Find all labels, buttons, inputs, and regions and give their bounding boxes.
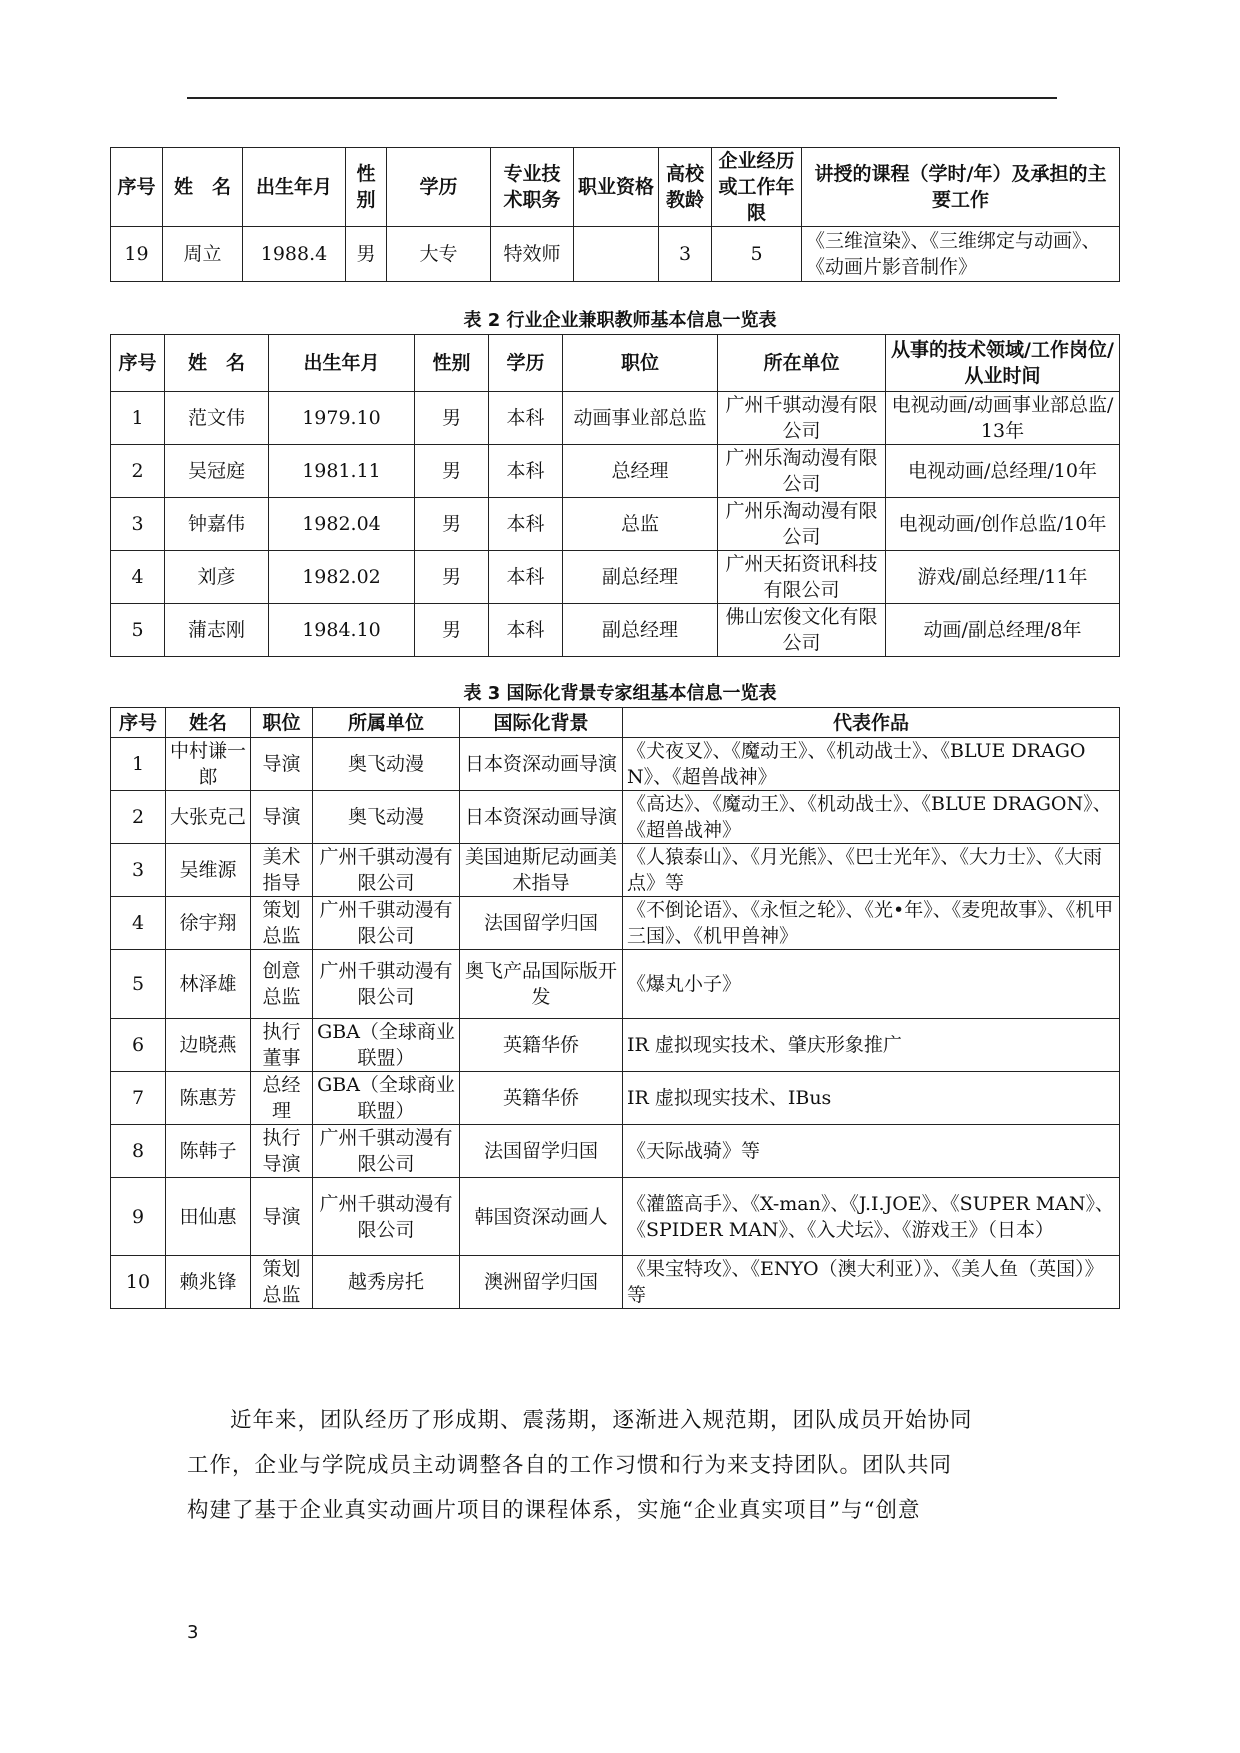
body-paragraph (187, 1398, 1057, 1533)
table-cell: 本科 (489, 551, 563, 604)
table-cell: 本科 (489, 392, 563, 445)
table-international-experts (110, 707, 1120, 1309)
column-header: 职位 (563, 335, 718, 392)
table-cell: 《果宝特攻》、《ENYO（澳大利亚）》、《美人鱼（英国）》等 (623, 1256, 1120, 1309)
table-cell: 韩国资深动画人 (460, 1178, 623, 1256)
table-full-time-teachers (110, 147, 1120, 282)
table3-caption: 表 3 国际化背景专家组基本信息一览表 (463, 683, 777, 704)
table-cell: 蒲志刚 (165, 604, 269, 657)
table-cell: 吴维源 (166, 844, 251, 897)
table-cell: 刘彦 (165, 551, 269, 604)
paragraph-line: 近年来，团队经历了形成期、震荡期，逐渐进入规范期，团队成员开始协同 (230, 1408, 973, 1433)
table-cell: 3 (111, 844, 166, 897)
table-cell: 法国留学归国 (460, 1125, 623, 1178)
table-cell: 导演 (251, 791, 313, 844)
column-header: 姓 名 (163, 148, 243, 227)
column-header: 职业资格 (574, 148, 659, 227)
table-cell: 总经理 (251, 1072, 313, 1125)
column-header: 高校教龄 (659, 148, 712, 227)
column-header: 序号 (111, 148, 163, 227)
header-rule (187, 97, 1057, 99)
table-cell: 电视动画/动画事业部总监/13年 (886, 392, 1120, 445)
table-cell: 副总经理 (563, 551, 718, 604)
table2-caption: 表 2 行业企业兼职教师基本信息一览表 (463, 310, 777, 331)
table-cell: 动画事业部总监 (563, 392, 718, 445)
table-cell: 1988.4 (243, 227, 346, 282)
table-cell: 动画/副总经理/8年 (886, 604, 1120, 657)
table-cell: 1 (111, 392, 165, 445)
table-cell: 英籍华侨 (460, 1019, 623, 1072)
table-row (111, 1256, 1120, 1309)
table-row (111, 1072, 1120, 1125)
column-header: 出生年月 (269, 335, 415, 392)
table-cell: 广州天拓资讯科技有限公司 (718, 551, 886, 604)
table-cell: 美国迪斯尼动画美术指导 (460, 844, 623, 897)
table-row (111, 1019, 1120, 1072)
table-cell: 2 (111, 445, 165, 498)
table-cell: 创意总监 (251, 950, 313, 1019)
table-cell: 《人猿泰山》、《月光熊》、《巴士光年》、《大力士》、《大雨点》等 (623, 844, 1120, 897)
table-cell: 男 (415, 551, 489, 604)
table-row (111, 551, 1120, 604)
column-header: 序号 (111, 708, 166, 738)
table-cell: 《灌篮高手》、《X-man》、《J.I.JOE》、《SUPER MAN》、《SPIDER MAN》、《入犬坛》、《游戏王》（日本） (623, 1178, 1120, 1256)
table-cell: 广州千骐动漫有限公司 (718, 392, 886, 445)
table-cell: 广州千骐动漫有限公司 (313, 950, 460, 1019)
table-cell: 周立 (163, 227, 243, 282)
column-header: 学历 (489, 335, 563, 392)
table-row (111, 392, 1120, 445)
table-cell: 男 (415, 604, 489, 657)
table-cell: 本科 (489, 498, 563, 551)
table-cell: 佛山宏俊文化有限公司 (718, 604, 886, 657)
table-cell: 本科 (489, 445, 563, 498)
table-cell: 本科 (489, 604, 563, 657)
table-cell: 越秀房托 (313, 1256, 460, 1309)
table-cell: IR 虚拟现实技术、IBus (623, 1072, 1120, 1125)
table-cell: 广州乐淘动漫有限公司 (718, 498, 886, 551)
table-cell: 19 (111, 227, 163, 282)
table-cell: 吴冠庭 (165, 445, 269, 498)
table-part-time-teachers (110, 334, 1120, 657)
table-cell: 日本资深动画导演 (460, 738, 623, 791)
table-row (111, 950, 1120, 1019)
column-header: 姓 名 (165, 335, 269, 392)
column-header: 性别 (415, 335, 489, 392)
column-header: 所属单位 (313, 708, 460, 738)
table-cell: 陈韩子 (166, 1125, 251, 1178)
table-cell: 5 (712, 227, 802, 282)
table-cell: 林泽雄 (166, 950, 251, 1019)
table-row (111, 604, 1120, 657)
table-row (111, 1125, 1120, 1178)
table-cell: 男 (415, 392, 489, 445)
table-row (111, 1178, 1120, 1256)
table-cell: 执行导演 (251, 1125, 313, 1178)
table-cell: 总经理 (563, 445, 718, 498)
table-cell: 1979.10 (269, 392, 415, 445)
table-cell: 广州千骐动漫有限公司 (313, 897, 460, 950)
table-cell: 奥飞动漫 (313, 791, 460, 844)
table-cell: 《爆丸小子》 (623, 950, 1120, 1019)
table-cell: 男 (415, 445, 489, 498)
paragraph-line: 工作，企业与学院成员主动调整各自的工作习惯和行为来支持团队。团队共同 (187, 1453, 953, 1478)
table-cell: 田仙惠 (166, 1178, 251, 1256)
table-cell: 4 (111, 551, 165, 604)
table-cell: 赖兆锋 (166, 1256, 251, 1309)
table-cell: GBA（全球商业联盟） (313, 1072, 460, 1125)
table-cell: 《不倒论语》、《永恒之轮》、《光•年》、《麦兜故事》、《机甲三国》、《机甲兽神》 (623, 897, 1120, 950)
table-cell: 1981.11 (269, 445, 415, 498)
page-number: 3 (187, 1622, 199, 1643)
table-cell: 男 (346, 227, 387, 282)
table-cell: 3 (659, 227, 712, 282)
table-cell: 8 (111, 1125, 166, 1178)
table-row (111, 897, 1120, 950)
table-cell: 广州乐淘动漫有限公司 (718, 445, 886, 498)
table-cell: 6 (111, 1019, 166, 1072)
table-cell: 导演 (251, 1178, 313, 1256)
table-cell: 3 (111, 498, 165, 551)
table-row (111, 738, 1120, 791)
paragraph-line: 构建了基于企业真实动画片项目的课程体系，实施“企业真实项目”与“创意 (187, 1498, 921, 1523)
table-cell: 电视动画/创作总监/10年 (886, 498, 1120, 551)
table-row (111, 227, 1120, 282)
column-header: 所在单位 (718, 335, 886, 392)
table-cell: 陈惠芳 (166, 1072, 251, 1125)
table-row (111, 791, 1120, 844)
table-cell: 澳洲留学归国 (460, 1256, 623, 1309)
table-cell: 2 (111, 791, 166, 844)
table-cell: 广州千骐动漫有限公司 (313, 1178, 460, 1256)
table-cell: 5 (111, 950, 166, 1019)
table-cell: 特效师 (491, 227, 574, 282)
table-cell: 《犬夜叉》、《魔动王》、《机动战士》、《BLUE DRAGON》、《超兽战神》 (623, 738, 1120, 791)
column-header: 从事的技术领域/工作岗位/从业时间 (886, 335, 1120, 392)
table-cell: 电视动画/总经理/10年 (886, 445, 1120, 498)
table-cell: 奥飞产品国际版开发 (460, 950, 623, 1019)
column-header: 出生年月 (243, 148, 346, 227)
table-cell: 男 (415, 498, 489, 551)
column-header: 讲授的课程（学时/年）及承担的主要工作 (802, 148, 1120, 227)
column-header: 姓名 (166, 708, 251, 738)
table-cell: 策划总监 (251, 897, 313, 950)
table-cell: 9 (111, 1178, 166, 1256)
column-header: 职位 (251, 708, 313, 738)
table-cell: 英籍华侨 (460, 1072, 623, 1125)
table-cell (574, 227, 659, 282)
table-cell: 《高达》、《魔动王》、《机动战士》、《BLUE DRAGON》、《超兽战神》 (623, 791, 1120, 844)
table-cell: 日本资深动画导演 (460, 791, 623, 844)
column-header: 学历 (387, 148, 491, 227)
table-cell: 《天际战骑》等 (623, 1125, 1120, 1178)
table-cell: 广州千骐动漫有限公司 (313, 1125, 460, 1178)
table-cell: 游戏/副总经理/11年 (886, 551, 1120, 604)
table-cell: IR 虚拟现实技术、肇庆形象推广 (623, 1019, 1120, 1072)
table-cell: 5 (111, 604, 165, 657)
column-header: 性别 (346, 148, 387, 227)
table-cell: GBA（全球商业联盟） (313, 1019, 460, 1072)
column-header: 代表作品 (623, 708, 1120, 738)
table-cell: 7 (111, 1072, 166, 1125)
table-cell: 大专 (387, 227, 491, 282)
column-header: 企业经历或工作年限 (712, 148, 802, 227)
table-cell: 总监 (563, 498, 718, 551)
table-cell: 广州千骐动漫有限公司 (313, 844, 460, 897)
table-cell: 徐宇翔 (166, 897, 251, 950)
table-cell: 钟嘉伟 (165, 498, 269, 551)
table-cell: 1984.10 (269, 604, 415, 657)
table-cell: 1982.04 (269, 498, 415, 551)
table-cell: 《三维渲染》、《三维绑定与动画》、《动画片影音制作》 (802, 227, 1120, 282)
table-row (111, 844, 1120, 897)
column-header: 序号 (111, 335, 165, 392)
table-cell: 策划总监 (251, 1256, 313, 1309)
column-header: 国际化背景 (460, 708, 623, 738)
table-cell: 大张克己 (166, 791, 251, 844)
table-cell: 边晓燕 (166, 1019, 251, 1072)
table-cell: 副总经理 (563, 604, 718, 657)
table-cell: 法国留学归国 (460, 897, 623, 950)
table-cell: 中村谦一郎 (166, 738, 251, 791)
table-cell: 1 (111, 738, 166, 791)
column-header: 专业技术职务 (491, 148, 574, 227)
table-cell: 美术指导 (251, 844, 313, 897)
table-cell: 1982.02 (269, 551, 415, 604)
table-row (111, 445, 1120, 498)
table-cell: 4 (111, 897, 166, 950)
table-cell: 奥飞动漫 (313, 738, 460, 791)
table-cell: 10 (111, 1256, 166, 1309)
table-cell: 执行董事 (251, 1019, 313, 1072)
table-cell: 导演 (251, 738, 313, 791)
table-cell: 范文伟 (165, 392, 269, 445)
table-row (111, 498, 1120, 551)
